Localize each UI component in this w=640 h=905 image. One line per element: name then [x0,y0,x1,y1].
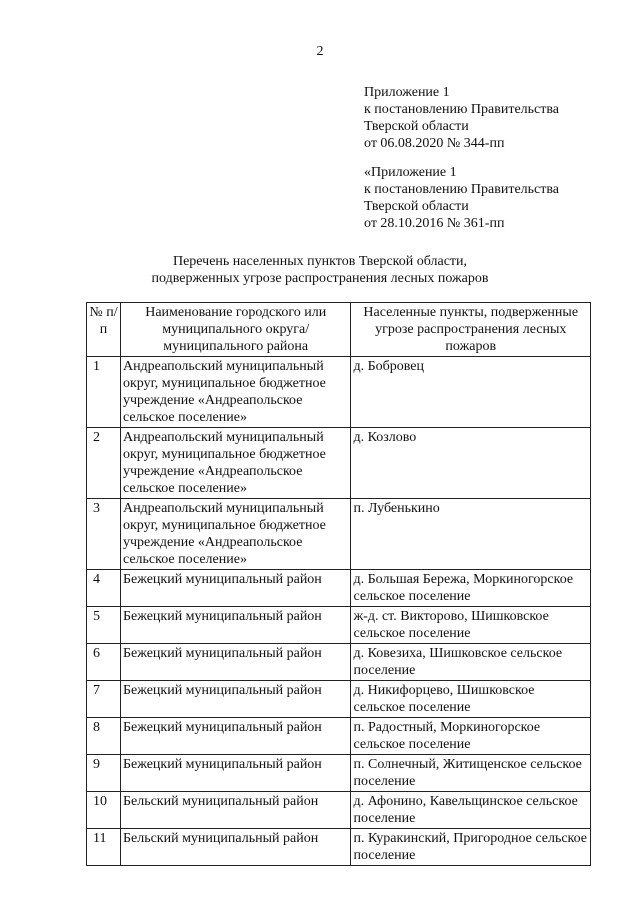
row-settlement: д. Никифорцево, Шишковское сельское поселение [351,681,591,718]
appendix-original-line: «Приложение 1 [364,165,457,180]
row-district: Андреапольский муниципальный округ, муниципальное бюджетное учреждение «Андреапольское сельское поселение» [120,357,351,428]
appendix-original-line: от 28.10.2016 № 361-пп [364,216,505,231]
document-title-line: Перечень населенных пунктов Тверской области, [172,254,468,269]
table-row [87,792,591,829]
row-number: 6 [87,644,121,681]
row-settlement: д. Бобровец [351,357,591,428]
row-district: Бежецкий муниципальный район [120,681,351,718]
row-number: 9 [87,755,121,792]
row-settlement: д. Большая Бережа, Моркиногорское сельское поселение [351,570,591,607]
row-district: Бежецкий муниципальный район [120,755,351,792]
row-number: 2 [87,428,121,499]
row-district: Бельский муниципальный район [120,829,351,866]
table-header-row [87,303,591,357]
row-number: 8 [87,718,121,755]
row-settlement: п. Лубенькино [351,499,591,570]
appendix-current-line: Тверской области [364,119,469,134]
row-settlement: д. Афонино, Кавельщинское сельское поселение [351,792,591,829]
table-row [87,681,591,718]
header-settlements: Населенные пункты, подверженные угрозе распространения лесных пожаров [351,303,591,357]
document-title [0,253,640,287]
row-settlement: п. Солнечный, Житищенское сельское поселение [351,755,591,792]
table-row [87,755,591,792]
table-row [87,428,591,499]
row-district: Бежецкий муниципальный район [120,718,351,755]
row-number: 7 [87,681,121,718]
table-row [87,357,591,428]
row-settlement: п. Куракинский, Пригородное сельское поселение [351,829,591,866]
row-number: 4 [87,570,121,607]
row-settlement: п. Радостный, Моркиногорское сельское поселение [351,718,591,755]
row-district: Бежецкий муниципальный район [120,570,351,607]
row-district: Андреапольский муниципальный округ, муниципальное бюджетное учреждение «Андреапольское сельское поселение» [120,499,351,570]
row-number: 3 [87,499,121,570]
row-settlement: д. Ковезиха, Шишковское сельское поселение [351,644,591,681]
row-settlement: ж-д. ст. Викторово, Шишковское сельское поселение [351,607,591,644]
header-number: № п/п [87,303,121,357]
appendix-current [364,84,559,152]
appendix-original-line: Тверской области [364,199,469,214]
appendix-current-line: от 06.08.2020 № 344-пп [364,136,505,151]
row-district: Бельский муниципальный район [120,792,351,829]
row-settlement: д. Козлово [351,428,591,499]
appendix-current-line: к постановлению Правительства [364,102,560,117]
table-row [87,829,591,866]
table-row [87,570,591,607]
row-number: 5 [87,607,121,644]
document-title-line: подверженных угрозе распространения лесных пожаров [151,271,489,286]
row-district: Бежецкий муниципальный район [120,644,351,681]
row-number: 10 [87,792,121,829]
header-district: Наименование городского или муниципального округа/муниципального района [120,303,351,357]
appendix-original-line: к постановлению Правительства [364,182,560,197]
appendix-current-line: Приложение 1 [364,85,450,100]
table-row [87,644,591,681]
settlements-table [86,302,591,866]
table-row [87,607,591,644]
appendix-original [364,164,559,232]
row-district: Андреапольский муниципальный округ, муниципальное бюджетное учреждение «Андреапольское сельское поселение» [120,428,351,499]
table-row [87,499,591,570]
row-district: Бежецкий муниципальный район [120,607,351,644]
table-row [87,718,591,755]
row-number: 11 [87,829,121,866]
row-number: 1 [87,357,121,428]
page-number: 2 [316,44,324,59]
